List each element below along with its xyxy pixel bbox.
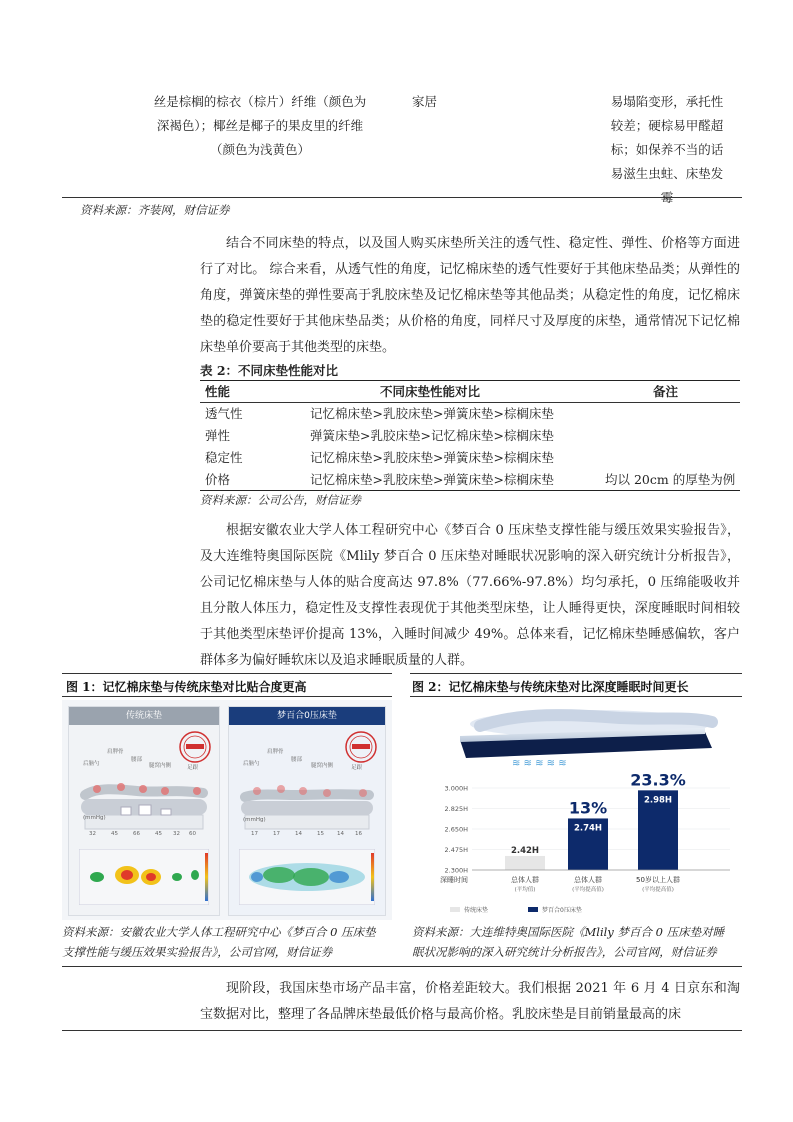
table-row [200,403,740,425]
pressure-value: 17 [273,831,280,837]
table-row [200,425,740,447]
pressure-label: 腿窝内侧 [311,763,334,769]
pressure-label: 后脑勺 [243,761,260,767]
y-axis-label: 深睡时间 [440,876,468,884]
figure-caption-bottom-rule-left [62,696,392,697]
table1-col3-line: 霉 [660,190,674,205]
pressure-value: 17 [251,831,258,837]
pressure-value: 60 [189,831,196,837]
figure1-right-title: 梦百合0压床垫 [229,707,385,725]
table1-col3 [602,90,732,210]
figure1-caption: 图 1：记忆棉床垫与传统床垫对比贴合度更高 [66,680,307,694]
pressure-value: 66 [133,831,140,837]
x-tick-label: 总体人群 [574,876,602,884]
figure1-left-title: 传统床垫 [69,707,219,725]
table2-bottom-rule [200,490,740,491]
body-pressure-illustration [237,767,377,837]
pressure-label: 肩胛骨 [267,749,284,755]
table2-cell: 记忆棉床垫>乳胶床垫>弹簧床垫>棕榈床垫 [310,472,554,487]
bar-value-label: 2.74H [573,823,603,834]
pressure-value: 45 [155,831,162,837]
table-row [200,447,740,469]
table1-col3-line: 易塌陷变形，承托性 [610,94,724,109]
figure1-left-panel [68,706,220,916]
table1-bottom-rule [62,197,742,198]
figure1-source-line: 支撑性能与缓压效果实验报告》，公司官网，财信证券 [62,945,333,959]
x-tick-sublabel: (平均值) [514,887,536,893]
paragraph-1: 结合不同床垫的特点，以及国人购买床垫所关注的透气性、稳定性、弹性、价格等方面进行了对比。 综合来看，从透气性的角度，记忆棉床垫的透气性要好于其他床垫品类；从弹性的角度，弹簧床垫的弹性要高于乳胶床垫及记忆棉床垫等其他品类；从稳定性的角度，记忆棉床垫的稳定性要好于其他床垫品类；从价格的角度，同样尺寸及厚度的床垫，通常情况下记忆棉床垫单价要高于其他类型的床垫。 [200,236,740,355]
figure1-source-line: 资料来源：安徽农业大学人体工程研究中心《梦百合 0 压床垫 [62,925,376,939]
figure-bottom-rule [62,966,742,967]
pressure-label: 足跟 [187,765,199,771]
seal-icon [343,729,379,765]
legend-label: 传统床垫 [464,907,489,914]
bar-percent-label: 23.3% [630,770,686,790]
legend-label: 梦百合0压床垫 [542,907,582,914]
table2-cell: 弹性 [205,428,231,443]
table1-col3-line: 标；如保养不当的话 [610,142,724,157]
svg-text:≋ ≋ ≋ ≋ ≋: ≋ ≋ ≋ ≋ ≋ [512,758,567,768]
table2-cell: 透气性 [205,406,243,421]
pressure-label: 腿窝内侧 [149,763,172,769]
table2-cell: 价格 [205,472,231,487]
x-tick-sublabel: (平均提高值) [642,887,674,893]
table-row [200,469,740,491]
unit-label: (mmHg) [243,817,266,823]
table2-header-row [200,381,740,403]
table2-header-note: 备注 [653,384,679,399]
table2-cell: 稳定性 [205,450,243,465]
pressure-label: 肩胛骨 [107,749,124,755]
figure1-source [62,922,392,962]
y-tick-label: 2.825H [444,805,468,813]
figure2 [410,700,742,920]
figure-caption-top-rule-left [62,673,392,674]
pressure-label: 腰部 [131,757,143,763]
figure-caption-bottom-rule-right [410,696,742,697]
table1-col1-line: 丝是棕榈的棕衣（棕片）纤维（颜色为 [153,94,367,109]
mattress-illustration [450,700,720,768]
table2-title: 表 2：不同床垫性能对比 [200,363,339,378]
legend-swatch [450,907,460,912]
legend-swatch [528,907,538,912]
pressure-value: 32 [173,831,180,837]
y-tick-label: 2.300H [444,866,468,875]
table1-col1-line: 深褐色）；椰丝是椰子的果皮里的纤维 [156,118,364,133]
x-tick-label: 总体人群 [511,876,539,884]
pressure-heatmap [239,849,375,905]
pressure-label: 足跟 [351,765,363,771]
pressure-value: 14 [337,831,344,837]
figure1-right-panel [228,706,386,916]
table1-col3-line: 较差；硬棕易甲醛超 [610,118,724,133]
pressure-value: 16 [355,831,362,837]
figure2-source-line: 资料来源：大连维特奥国际医院《Mlily 梦百合 0 压床垫对睡 [412,925,725,939]
y-tick-label: 2.475H [444,846,468,854]
table2-cell: 记忆棉床垫>乳胶床垫>弹簧床垫>棕榈床垫 [310,406,554,421]
x-tick-sublabel: (平均提高值) [572,887,604,893]
deep-sleep-chart [410,770,742,920]
table2-cell: 记忆棉床垫>乳胶床垫>弹簧床垫>棕榈床垫 [310,450,554,465]
y-tick-label: 2.650H [444,825,468,834]
table2-header-perf: 性能 [205,384,231,399]
figure1 [62,700,392,920]
table2-source: 资料来源：公司公告，财信证券 [200,493,361,507]
figure2-caption: 图 2：记忆棉床垫与传统床垫对比深度睡眠时间更长 [412,680,689,694]
pressure-label: 后脑勺 [83,761,100,767]
table1-col3-line: 易滋生虫蛀、床垫发 [610,166,724,181]
table2-cell: 均以 20cm 的厚垫为例 [605,472,736,487]
table1-col1 [130,90,390,162]
bar-value-label: 2.98H [643,795,673,806]
table2-header-compare: 不同床垫性能对比 [380,384,481,399]
pressure-value: 45 [111,831,118,837]
bar [505,856,545,870]
source-1: 资料来源：齐装网，财信证券 [80,203,230,217]
pressure-heatmap [79,849,209,905]
seal-icon [177,729,213,765]
body-pressure-illustration [77,767,211,837]
page-bottom-rule [62,1030,742,1031]
pressure-value: 32 [89,831,96,837]
table1-col1-line: （颜色为浅黄色） [209,142,310,157]
pressure-value: 15 [317,831,324,837]
pressure-label: 腰部 [291,757,303,763]
figure-caption-top-rule-right [410,673,742,674]
pressure-value: 14 [295,831,302,837]
table1-tail [130,90,740,205]
paragraph-2: 根据安徽农业大学人体工程研究中心《梦百合 0 压床垫支撑性能与缓压效果实验报告》，及大连维特奥国际医院《Mlily 梦百合 0 压床垫对睡眠状况影响的深入研究统计分析报告》，公司记忆棉床垫与人体的贴合度高达 97.8%（77.66%-97.8%）均匀承托，0 压绵能吸收并且分散人体压力，稳定性及支撑性表现优于其他类型床垫，让人睡得更快，深度睡眠时间相较于其他类型床垫评价提高 13%，入睡时间减少 49%。总体来看，记忆棉床垫睡感偏软，客户群体多为偏好睡软床以及追求睡眠质量的人群。 [200,523,740,668]
figure2-source [412,922,742,962]
paragraph-3: 现阶段，我国床垫市场产品丰富，价格差距较大。我们根据 2021 年 6 月 4 日京东和淘宝数据对比，整理了各品牌床垫最低价格与最高价格。乳胶床垫是目前销量最高的床 [200,981,740,1022]
figure2-source-line: 眠状况影响的深入研究统计分析报告》，公司官网，财信证券 [412,945,717,959]
bar-percent-label: 13% [568,798,608,818]
unit-label: (mmHg) [83,815,106,821]
table1-col2: 家居 [412,94,438,109]
x-tick-label: 50岁以上人群 [636,876,680,884]
y-tick-label: 3.000H [444,784,468,793]
table2-cell: 弹簧床垫>乳胶床垫>记忆棉床垫>棕榈床垫 [310,428,554,443]
bar-value-label: 2.42H [510,845,540,856]
